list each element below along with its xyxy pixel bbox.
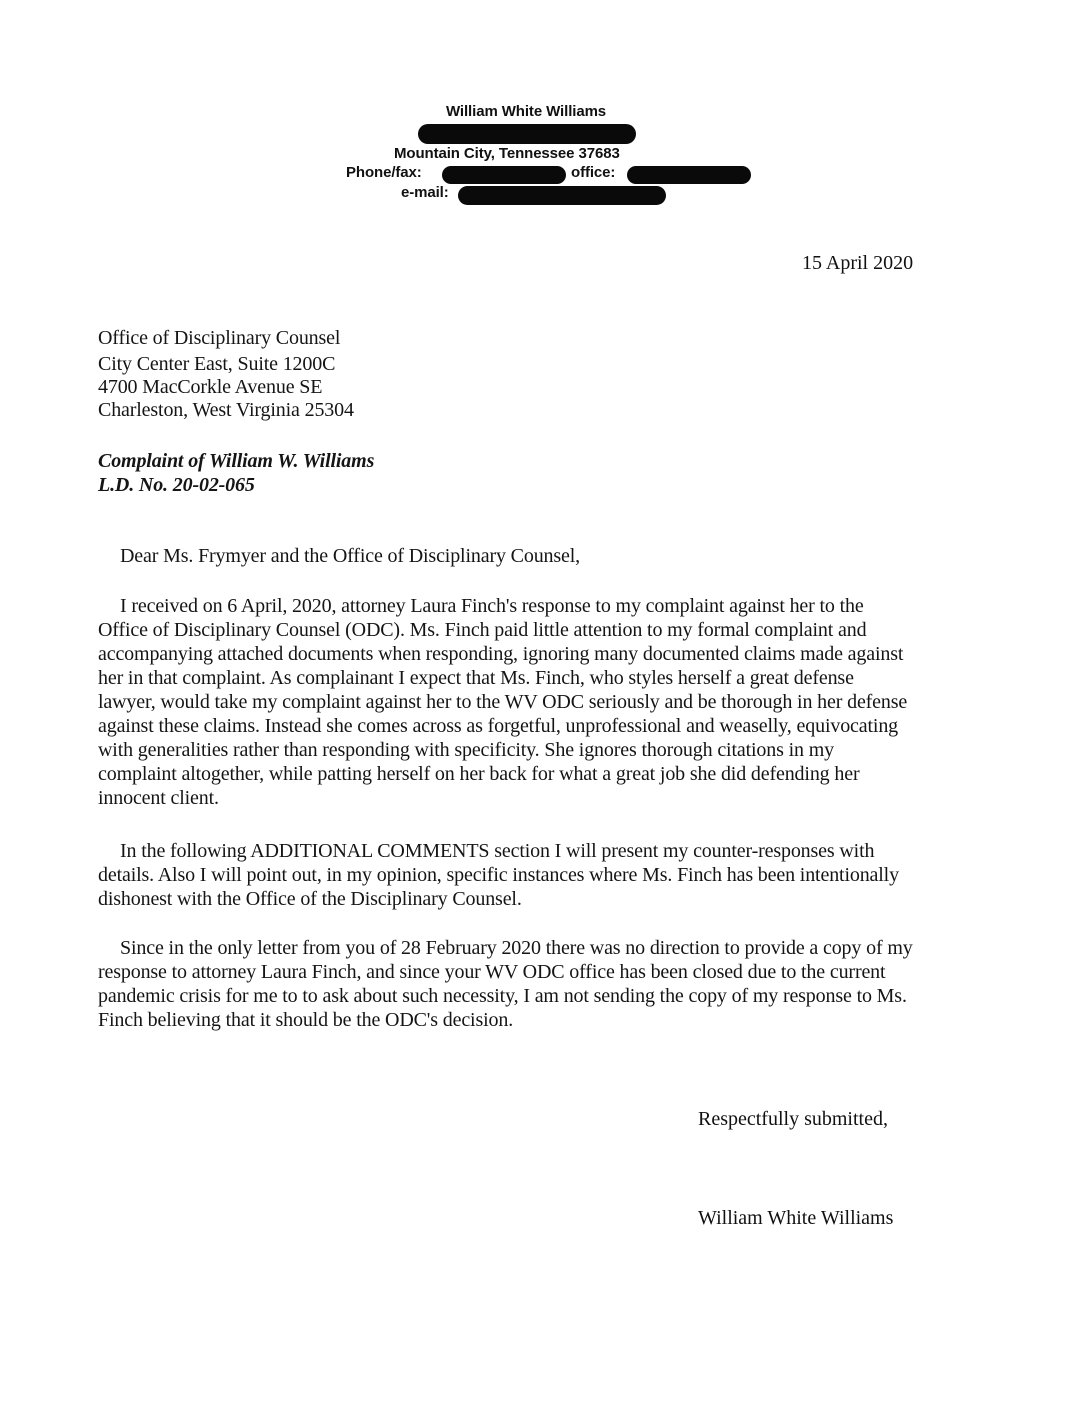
paragraph-1-line: against these claims. Instead she comes across as forgetful, unprofessional and weaselly, equivocating	[98, 715, 899, 737]
signature-name: William White Williams	[698, 1207, 894, 1229]
letterhead-phone-label: Phone/fax:	[346, 164, 422, 181]
paragraph-2-line: details. Also I will point out, in my opinion, specific instances where Ms. Finch has been intentionally	[98, 864, 899, 886]
paragraph-3-line: Since in the only letter from you of 28 February 2020 there was no direction to provide a copy of my	[120, 937, 913, 959]
redacted-phone-number	[442, 166, 566, 184]
paragraph-1-line: complaint altogether, while patting herself on her back for what a great job she did defending her	[98, 763, 860, 785]
paragraph-3-line: response to attorney Laura Finch, and since your WV ODC office has been closed due to the current	[98, 961, 886, 983]
reference-complaint: Complaint of William W. Williams	[98, 450, 375, 472]
letter-date: 15 April 2020	[802, 252, 914, 274]
paragraph-1-line: with generalities rather than responding with specificity. She ignores thorough citations in my	[98, 739, 834, 761]
letterhead-office-label: office:	[571, 164, 616, 181]
recipient-line: Charleston, West Virginia 25304	[98, 399, 354, 421]
paragraph-1-line: her in that complaint. As complainant I expect that Ms. Finch, who styles herself a great defense	[98, 667, 854, 689]
paragraph-1-line: Office of Disciplinary Counsel (ODC). Ms. Finch paid little attention to my formal complaint and	[98, 619, 867, 641]
letterhead-name: William White Williams	[446, 103, 607, 120]
letterhead-city: Mountain City, Tennessee 37683	[394, 145, 620, 162]
paragraph-1-line: lawyer, would take my complaint against her to the WV ODC seriously and be thorough in her defense	[98, 691, 908, 713]
paragraph-2-line: In the following ADDITIONAL COMMENTS section I will present my counter-responses with	[120, 840, 875, 862]
valediction: Respectfully submitted,	[698, 1108, 888, 1130]
redacted-office-number	[627, 166, 751, 184]
paragraph-1-line: innocent client.	[98, 787, 219, 809]
redacted-email-address	[458, 186, 666, 205]
paragraph-1-line: I received on 6 April, 2020, attorney Laura Finch's response to my complaint against her to the	[120, 595, 864, 617]
reference-ld-number: L.D. No. 20-02-065	[98, 474, 255, 496]
paragraph-1-line: accompanying attached documents when responding, ignoring many documented claims made against	[98, 643, 904, 665]
paragraph-3-line: pandemic crisis for me to to ask about such necessity, I am not sending the copy of my response to Ms.	[98, 985, 907, 1007]
redacted-street-address	[418, 124, 636, 144]
salutation: Dear Ms. Frymyer and the Office of Disciplinary Counsel,	[120, 545, 581, 567]
recipient-line: Office of Disciplinary Counsel	[98, 327, 341, 349]
recipient-line: City Center East, Suite 1200C	[98, 353, 336, 375]
paragraph-3-line: Finch believing that it should be the ODC's decision.	[98, 1009, 514, 1031]
letterhead-email-label: e-mail:	[401, 184, 449, 201]
paragraph-2-line: dishonest with the Office of the Disciplinary Counsel.	[98, 888, 522, 910]
recipient-line: 4700 MacCorkle Avenue SE	[98, 376, 323, 398]
